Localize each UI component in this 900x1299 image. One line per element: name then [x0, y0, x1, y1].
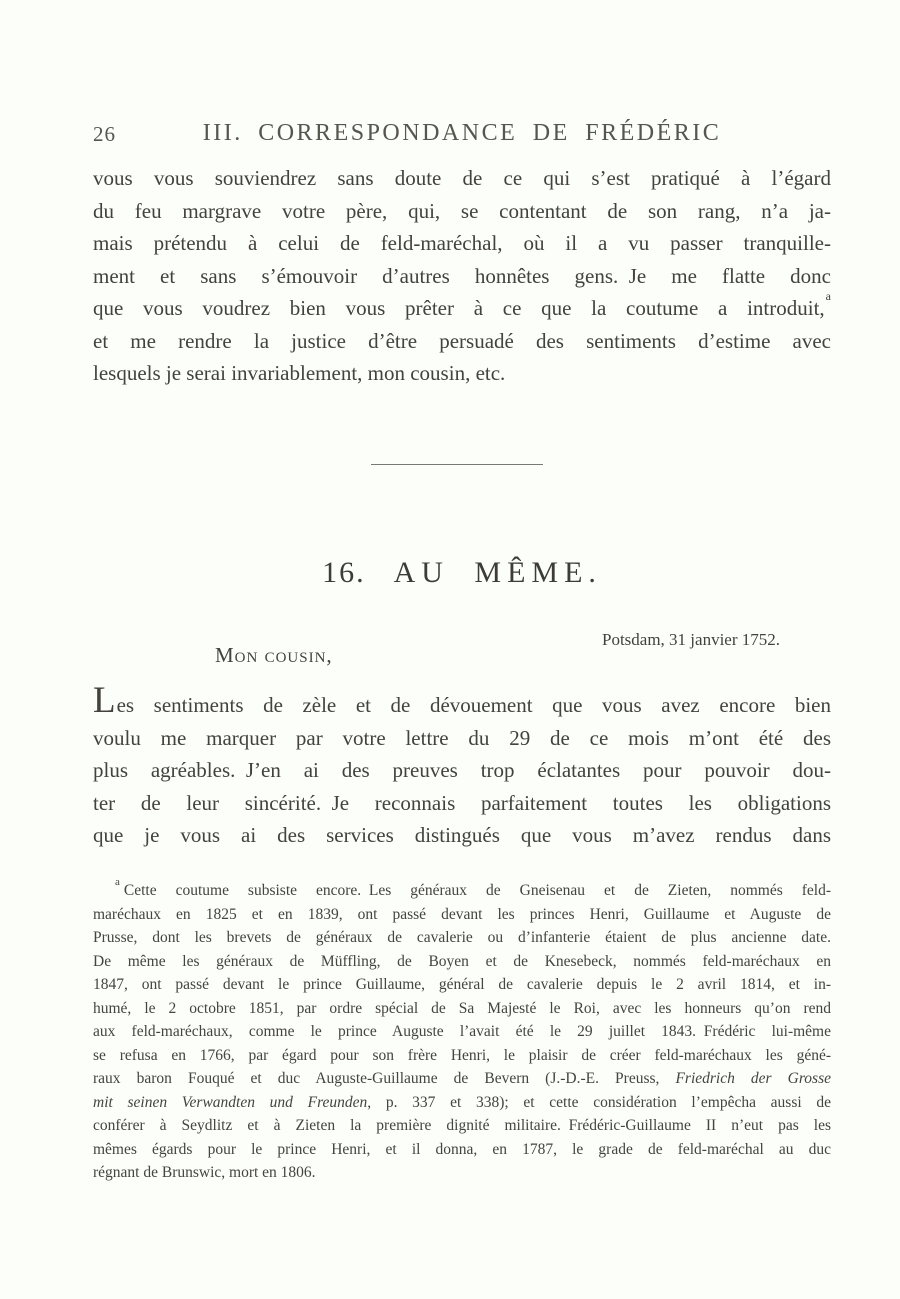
text-line — [93, 819, 831, 852]
text: ter de leur sincérité. Je reconnais parfaitement toutes les obligations — [93, 790, 831, 815]
text: , p. 337 et 338); et cette considération l’empêcha aussi de — [367, 1093, 831, 1111]
text: se refusa en 1766, par égard pour son frère Henri, le plaisir de créer feld-maréchaux les géné- — [93, 1046, 831, 1064]
letter-heading — [93, 556, 831, 590]
text-line — [93, 162, 831, 195]
footnote-line — [93, 1138, 831, 1162]
footnote-line — [93, 1161, 831, 1185]
text: conférer à Seydlitz et à Zieten la première dignité militaire. Frédéric-Guillaume II n’eut pas les — [93, 1117, 831, 1134]
book-title-italic: Friedrich der Grosse — [675, 1070, 831, 1087]
text: mêmes égards pour le prince Henri, et il donna, en 1787, le grade de feld-maréchal au duc — [93, 1140, 831, 1158]
section-divider-rule — [371, 464, 543, 465]
footnote-line — [93, 1091, 831, 1115]
text-line — [93, 722, 831, 755]
footnote-line — [93, 973, 831, 997]
text-line — [93, 357, 831, 390]
footnote-line — [93, 1114, 831, 1138]
text: De même les généraux de Müffling, de Boyen et de Knesebeck, nommés feld-maréchaux en — [93, 952, 831, 970]
text: es sentiments de zèle et de dévouement que vous avez encore bien — [116, 693, 831, 717]
text: que je vous ai des services distingués que vous m’avez rendus dans — [93, 823, 831, 847]
letter-number: 16. — [322, 556, 366, 589]
text-line — [93, 325, 831, 358]
text: raux baron Fouqué et duc Auguste-Guillaume de Bevern (J.-D.-E. Preuss, — [93, 1070, 676, 1087]
text-line — [93, 195, 831, 228]
text: ment et sans s’émouvoir d’autres honnêtes gens. Je me flatte donc — [93, 263, 831, 288]
text: du feu margrave votre père, qui, se contentant de son rang, n’a ja- — [93, 198, 831, 223]
footnote-line — [93, 903, 831, 927]
letter-body — [93, 680, 831, 852]
text: humé, le 2 octobre 1851, par ordre spécial de Sa Majesté le Roi, avec les honneurs qu’on rend — [93, 999, 831, 1017]
text-line — [93, 787, 831, 820]
book-title-italic: mit seinen Verwandten und Freunden — [93, 1093, 368, 1111]
text: Cette coutume subsiste encore. Les généraux de Gneisenau et de Zieten, nommés feld- — [123, 882, 831, 899]
footnote-line — [93, 997, 831, 1021]
text-line — [93, 260, 831, 293]
footnote-line — [93, 1044, 831, 1068]
text-line — [93, 289, 831, 325]
text-line — [93, 227, 831, 260]
footnote-reference: a — [825, 289, 831, 303]
footnote — [93, 875, 831, 1185]
text: plus agréables. J’en ai des preuves trop éclatantes pour pouvoir dou- — [93, 758, 831, 782]
footnote-line — [93, 1067, 831, 1091]
dateline: Potsdam, 31 janvier 1752. — [601, 630, 780, 649]
text: lesquels je serai invariablement, mon cousin, etc. — [93, 361, 506, 385]
footnote-line — [93, 1020, 831, 1044]
text: aux feld-maréchaux, comme le prince Auguste l’avait été le 29 juillet 1843. Frédéric lui-même — [93, 1023, 831, 1040]
text-line — [93, 680, 831, 722]
text-line — [93, 754, 831, 787]
footnote-marker: a — [115, 875, 120, 888]
footnote-line — [93, 875, 831, 903]
text: maréchaux en 1825 et en 1839, ont passé devant les princes Henri, Guillaume et Auguste de — [93, 905, 831, 923]
text: que vous voudrez bien vous prêter à ce que la coutume a introduit, — [93, 296, 825, 320]
text: et me rendre la justice d’être persuadé des sentiments d’estime avec — [93, 328, 831, 353]
footnote-line — [93, 950, 831, 974]
text: régnant de Brunswic, mort en 1806. — [93, 1164, 316, 1181]
text: 1847, ont passé devant le prince Guillaume, général de cavalerie depuis le 2 avril 1814, et in- — [93, 976, 831, 993]
running-header — [93, 120, 831, 146]
letter-title: AU MÊME. — [393, 556, 602, 589]
text: vous vous souviendrez sans doute de ce qui s’est pratiqué à l’égard — [93, 166, 831, 190]
footnote-line — [93, 926, 831, 950]
running-title: III. CORRESPONDANCE DE FRÉDÉRIC — [202, 120, 722, 146]
text: voulu me marquer par votre lettre du 29 de ce mois m’ont été des — [93, 725, 831, 750]
text: Prusse, dont les brevets de généraux de cavalerie ou d’infanterie étaient de plus ancienne date. — [93, 929, 831, 946]
page-number: 26 — [93, 122, 116, 146]
text: mais prétendu à celui de feld-maréchal, où il a vu passer tranquille- — [93, 231, 831, 255]
drop-cap-initial: L — [93, 680, 117, 721]
salutation: Mon cousin, — [215, 643, 333, 667]
previous-letter-body — [93, 162, 831, 390]
